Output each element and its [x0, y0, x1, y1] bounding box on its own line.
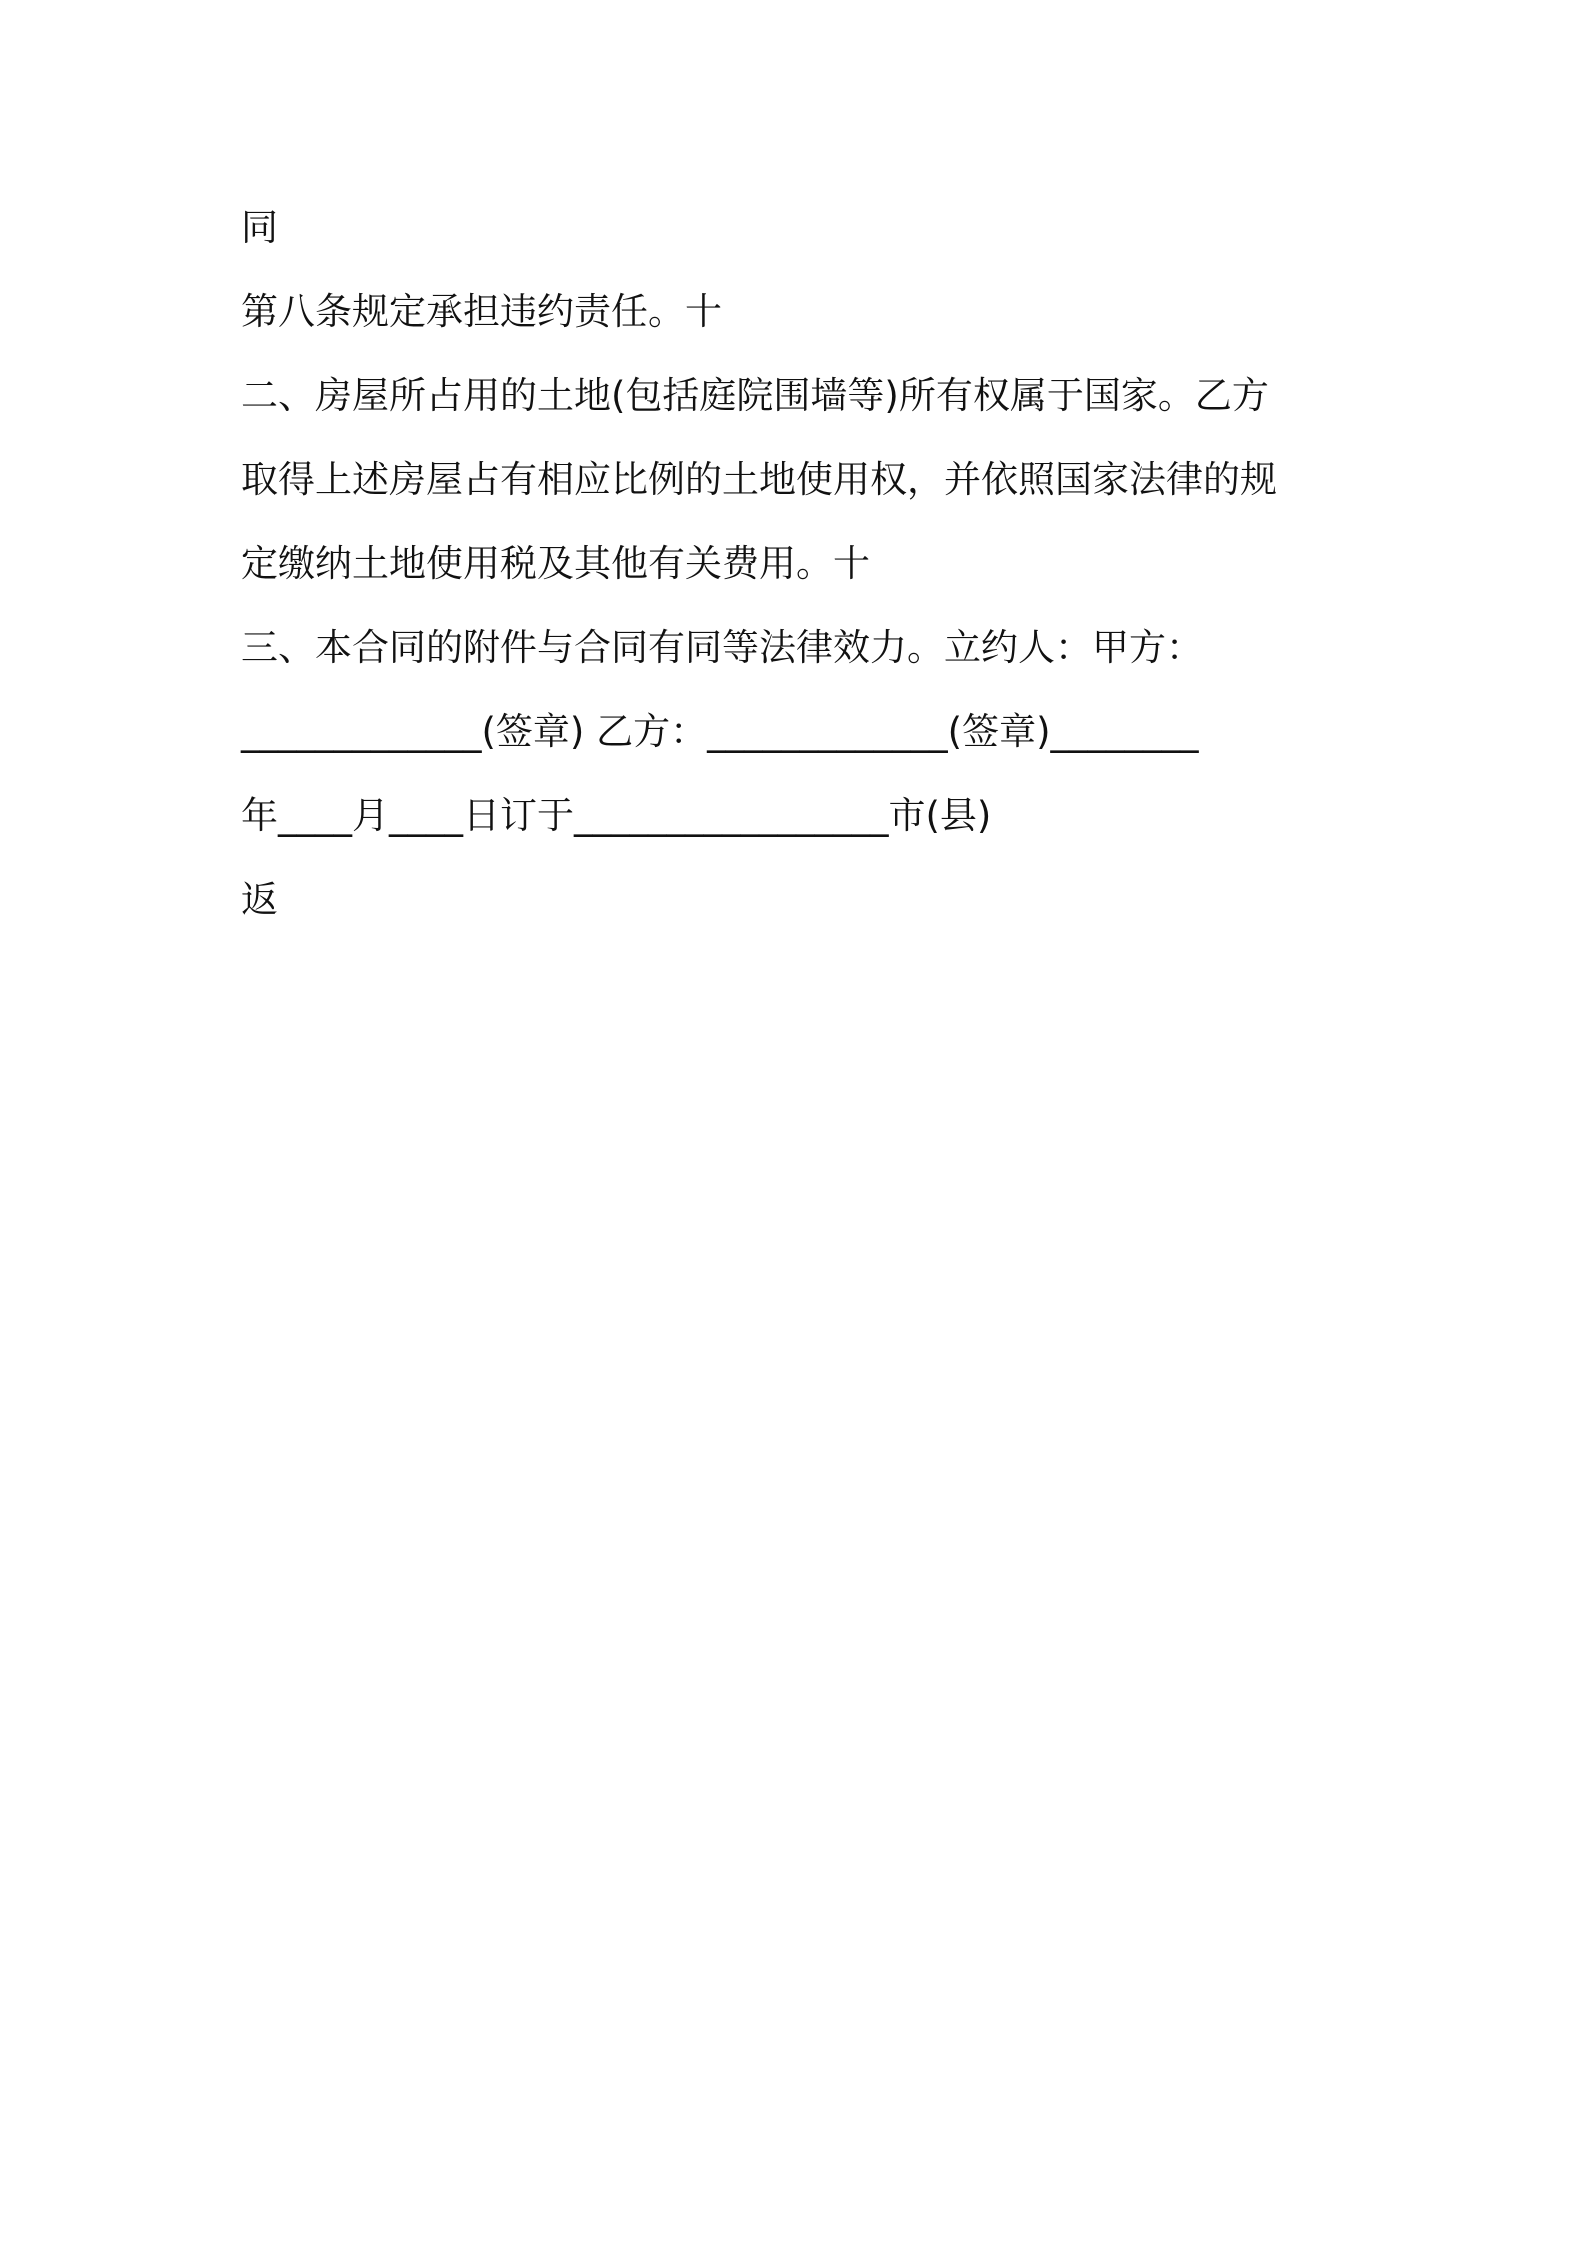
text-line: 返 — [241, 878, 278, 921]
text-line: 二、房屋所占用的土地(包括庭院围墙等)所有权属于国家。乙方 — [241, 374, 1269, 417]
signature-line: _____________(签章) 乙方：_____________(签章)________ — [241, 710, 1199, 753]
text-line: 三、本合同的附件与合同有同等法律效力。立约人：甲方： — [241, 626, 1203, 669]
text-line: 取得上述房屋占有相应比例的土地使用权，并依照国家法律的规 — [241, 458, 1277, 501]
text-line: 同 — [241, 206, 278, 249]
date-place-line: 年____月____日订于_________________市(县) — [241, 794, 992, 837]
document-body — [241, 198, 1361, 954]
text-line: 第八条规定承担违约责任。十 — [241, 290, 722, 333]
text-line: 定缴纳土地使用税及其他有关费用。十 — [241, 542, 870, 585]
